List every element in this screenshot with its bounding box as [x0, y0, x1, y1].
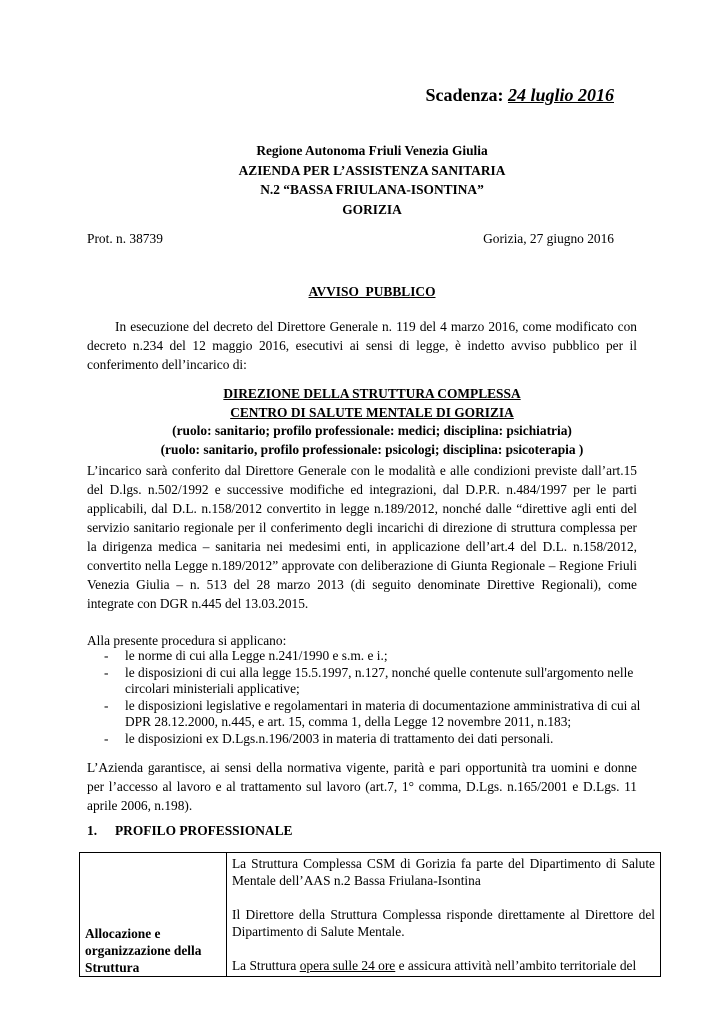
issuer-agency: AZIENDA PER L’ASSISTENZA SANITARIA: [238, 162, 506, 178]
section-title: PROFILO PROFESSIONALE: [115, 823, 293, 838]
applicable-list: [87, 648, 657, 747]
list-bullet: -: [104, 664, 109, 680]
list-item: [87, 731, 657, 748]
list-item: [87, 648, 657, 665]
position-role-psychotherapy: (ruolo: sanitario, profilo professionale: psicologi; disciplina: psicoterapia ): [160, 441, 584, 457]
deadline-date: 24 luglio 2016: [507, 85, 614, 105]
issuer-header: [0, 141, 724, 219]
equality-paragraph: L’Azienda garantisce, ai sensi della normativa vigente, parità e pari opportunità tra uomini e donne per l’accesso al lavoro e al trattamento sul lavoro (art.7, 1° comma, D.Lgs. n.165/2001 e D.Lgs. 11 aprile 2006, n.198).: [87, 760, 637, 813]
profile-table: [79, 852, 661, 977]
notice-title-text: AVVISO PUBBLICO: [308, 284, 436, 299]
list-item-text: le disposizioni ex D.Lgs.n.196/2003 in materia di trattamento dei dati personali.: [125, 730, 554, 746]
table-paragraph: Il Direttore della Struttura Complessa risponde direttamente al Direttore del Dipartimento di Salute Mentale.: [232, 907, 655, 939]
table-row-label: Allocazione e organizzazione della Struttura: [80, 853, 227, 977]
position-title-line1: DIREZIONE DELLA STRUTTURA COMPLESSA: [223, 386, 521, 401]
table-text: La Struttura: [232, 958, 300, 973]
table-text-underlined: opera sulle 24 ore: [299, 958, 396, 973]
position-title-line2: CENTRO DI SALUTE MENTALE DI GORIZIA: [230, 404, 514, 420]
issuer-region: Regione Autonoma Friuli Venezia Giulia: [256, 143, 488, 158]
position-role-psychiatry: (ruolo: sanitario; profilo professionale: medici; disciplina: psichiatria): [172, 423, 572, 438]
section-heading: [87, 823, 292, 839]
list-item: [87, 665, 657, 698]
list-bullet: -: [104, 697, 109, 713]
conferral-paragraph: L’incarico sarà conferito dal Direttore Generale con le modalità e alle condizioni previste dall’art.15 del D.lgs. n.502/1992 e successive modifiche ed integrazioni, dal D.P.R. n.484/1997 per le parti applicabili, dal D.L. n.158/2012 convertito in legge n.189/2012, nonché dalle “direttive agli enti del servizio sanitario regionale per il conferimento degli incarichi di direzione di struttura complessa per la dirigenza medica – sanitaria nei medesimi enti, in applicazione dell’art.4 del D.L. n.158/2012, convertito nella Legge n.189/2012” approvate con deliberazione di Giunta Regionale – Regione Friuli Venezia Giulia – n. 513 del 28 marzo 2013 (di seguito denominate Direttive Regionali), come integrate con DGR n.445 del 13.03.2015.: [87, 463, 637, 611]
applicable-intro: Alla presente procedura si applicano:: [87, 633, 287, 648]
table-paragraph: La Struttura Complessa CSM di Gorizia fa parte del Dipartimento di Salute Mentale dell’AAS n.2 Bassa Friulana-Isontina: [232, 856, 655, 888]
deadline-label: Scadenza:: [425, 85, 504, 105]
intro-paragraph: In esecuzione del decreto del Direttore Generale n. 119 del 4 marzo 2016, come modificato con decreto n.234 del 12 maggio 2016, esecutivi ai sensi di legge, è indetto avviso pubblico per il conferimento dell’incarico di:: [87, 319, 637, 372]
table-row-content: [227, 853, 661, 977]
section-number: 1.: [87, 823, 98, 838]
notice-title: [0, 284, 724, 300]
table-paragraph: [232, 957, 655, 974]
list-item: [87, 698, 657, 731]
list-item-text: le disposizioni legislative e regolamentari in materia di documentazione amministrativa di cui al DPR 28.12.2000, n.445, e art. 15, comma 1, della Legge 12 novembre 2011, n.183;: [125, 697, 641, 729]
issuer-city: GORIZIA: [342, 201, 402, 217]
table-row: [80, 853, 661, 977]
position-block: [0, 385, 724, 459]
place-date: Gorizia, 27 giugno 2016: [483, 231, 614, 246]
list-item-text: le disposizioni di cui alla legge 15.5.1997, n.127, nonché quelle contenute sull'argomento nelle circolari ministeriali applicative;: [125, 664, 634, 696]
list-bullet: -: [104, 648, 109, 663]
protocol-number: Prot. n. 38739: [87, 231, 163, 246]
deadline: [425, 85, 614, 106]
issuer-agency-number: N.2 “BASSA FRIULANA-ISONTINA”: [260, 182, 484, 197]
table-text: e assicura attività nell’ambito territoriale del: [395, 958, 637, 973]
list-item-text: le norme di cui alla Legge n.241/1990 e s.m. e i.;: [125, 648, 388, 663]
list-bullet: -: [104, 730, 109, 746]
